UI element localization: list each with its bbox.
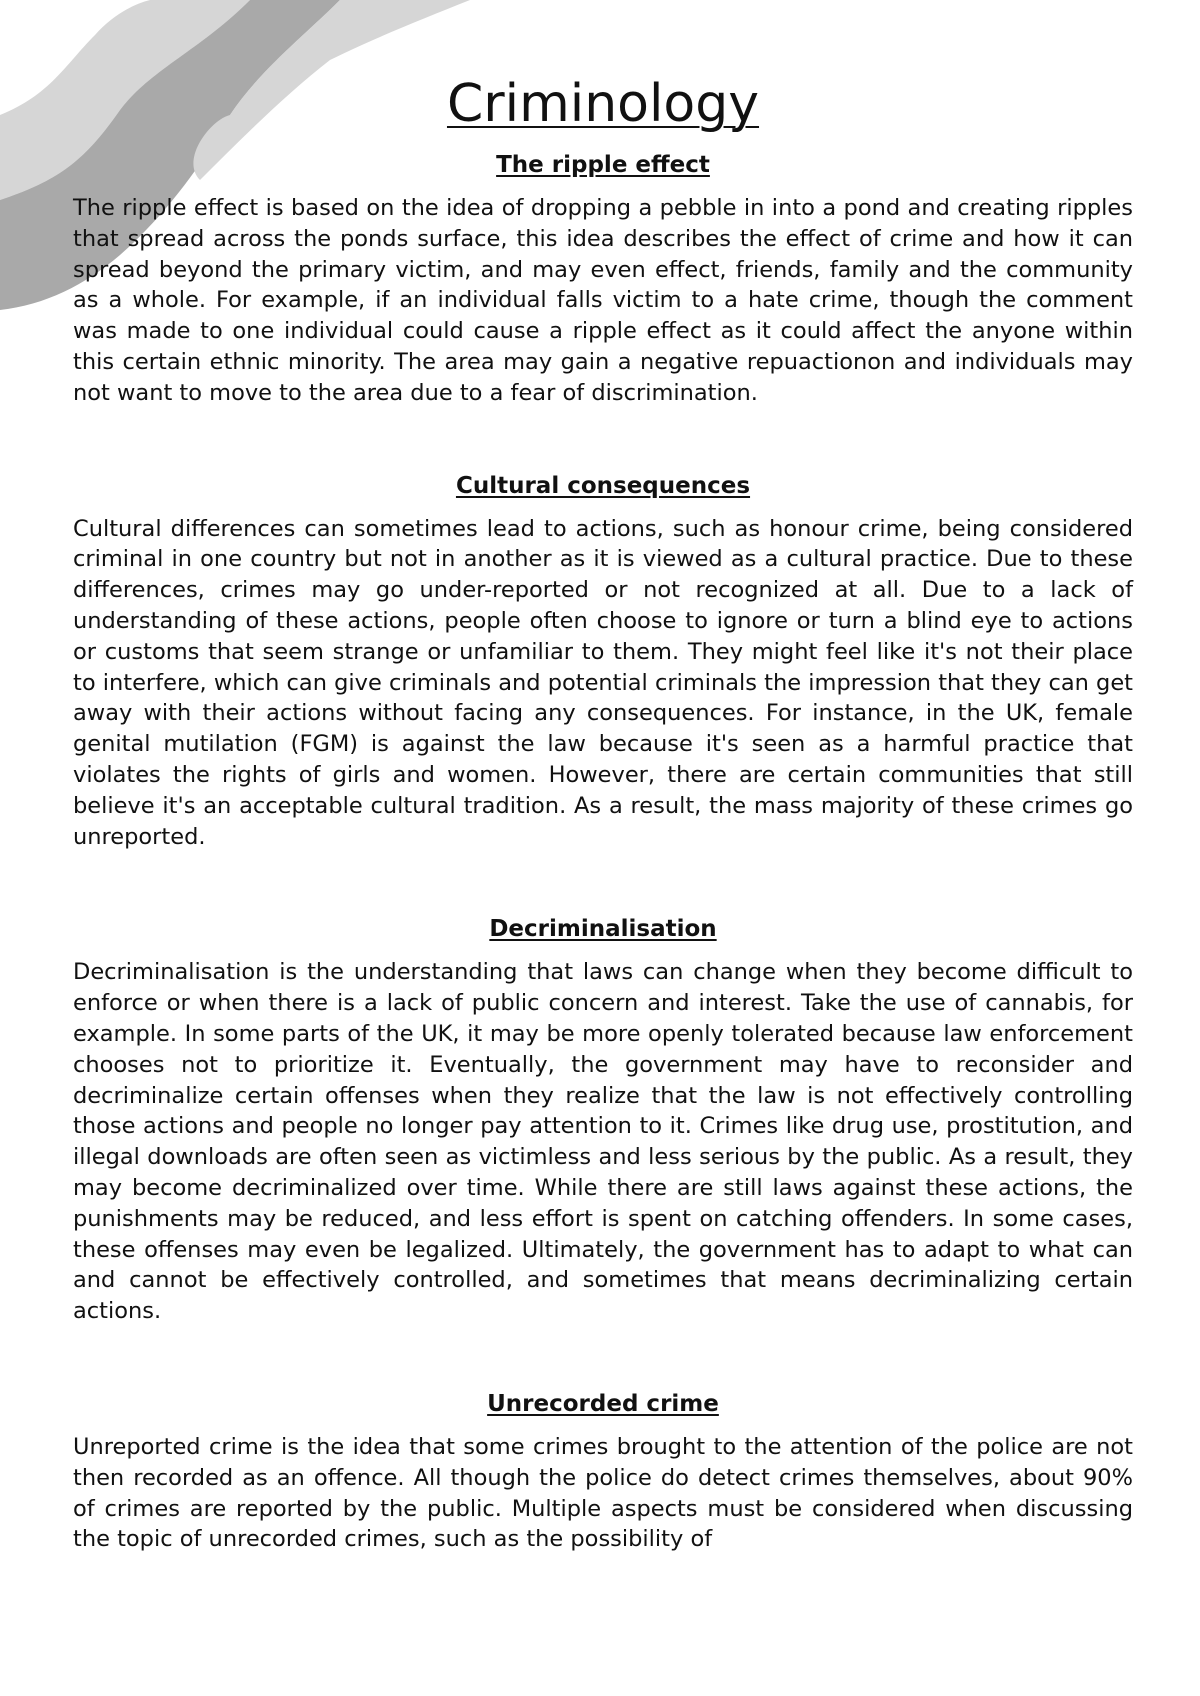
section-body: Decriminalisation is the understanding that laws can change when they become difficult to enforce or when there is a lack of public concern and interest. Take the use of cannabis, for example. In some parts of the UK, it may be more openly tolerated because law enforcement chooses not to prioritize it. Eventually, the government may have to reconsider and decriminalize certain offenses when they realize that the law is not effectively controlling those actions and people no longer pay attention to it. Crimes like drug use, prostitution, and illegal downloads are often seen as victimless and less serious by the public. As a result, they may become decriminalized over time. While there are still laws against these actions, the punishments may be reduced, and less effort is spent on catching offenders. In some cases, these offenses may even be legalized. Ultimately, the government has to adapt to what can and cannot be effectively controlled, and sometimes that means decriminalizing certain actions. [73, 959, 1133, 1325]
section-body: Unreported crime is the idea that some crimes brought to the attention of the police are not then recorded as an offence. All though the police do detect crimes themselves, about 90% of crimes are reported by the public. Multiple aspects must be considered when discussing the topic of unrecorded crimes, such as the possibility of [73, 1433, 1133, 1553]
section-heading: Cultural consequences [455, 472, 751, 499]
section-cultural-consequences [73, 471, 1133, 853]
section-body: Cultural differences can sometimes lead to actions, such as honour crime, being considered criminal in one country but not in another as it is viewed as a cultural practice. Due to these differences, crimes may go under-reported or not recognized at all. Due to a lack of understanding of these actions, people often choose to ignore or turn a blind eye to actions or customs that seem strange or unfamiliar to them. They might feel like it's not their place to interfere, which can give criminals and potential criminals the impression that they can get away with their actions without facing any consequences. For instance, in the UK, female genital mutilation (FGM) is against the law because it's seen as a harmful practice that violates the rights of girls and women. However, there are certain communities that still believe it's an acceptable cultural tradition. As a result, the mass majority of these crimes go unreported. [73, 515, 1133, 850]
section-body: The ripple effect is based on the idea of dropping a pebble in into a pond and creating ripples that spread across the ponds surface, this idea describes the effect of crime and how it can spread beyond the primary victim, and may even effect, friends, family and the community as a whole. For example, if an individual falls victim to a hate crime, though the comment was made to one individual could cause a ripple effect as it could affect the anyone within this certain ethnic minority. The area may gain a negative repuactionon and individuals may not want to move to the area due to a fear of discrimination. [73, 195, 1133, 406]
section-heading: Decriminalisation [489, 916, 717, 943]
section-heading: Unrecorded crime [487, 1390, 719, 1417]
document-title: Criminology [446, 74, 760, 134]
section-decriminalisation [73, 914, 1133, 1327]
section-heading: The ripple effect [496, 152, 710, 178]
section-ripple-effect [73, 150, 1133, 409]
document-page [73, 0, 1133, 1555]
section-unrecorded-crime [73, 1389, 1133, 1555]
